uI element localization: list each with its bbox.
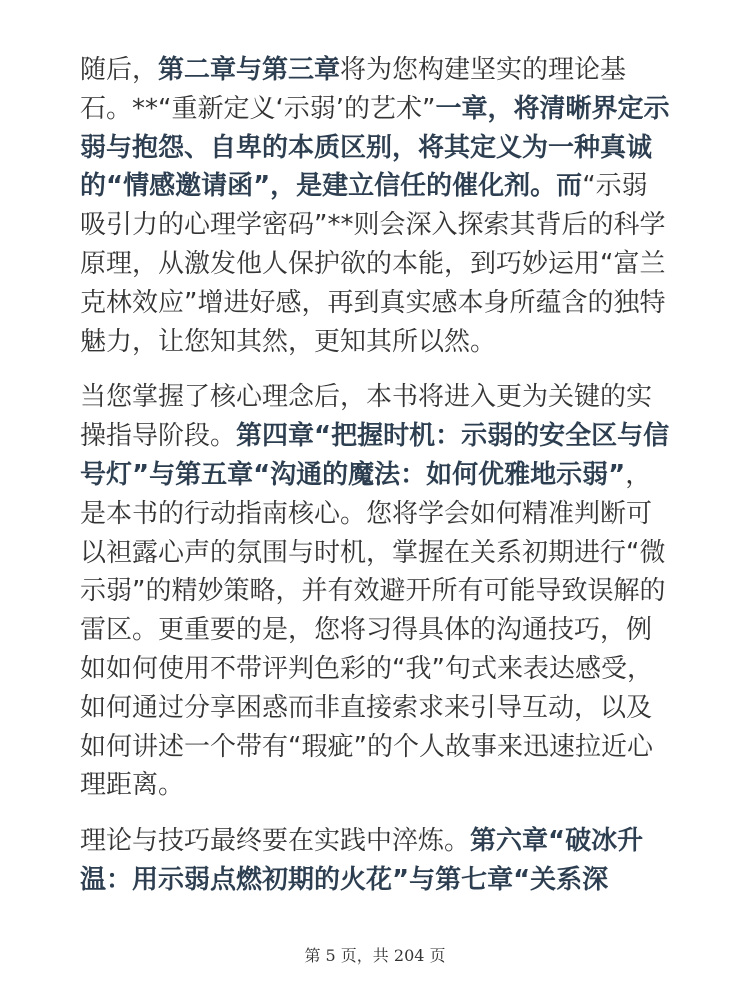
paragraph-1 (80, 51, 672, 361)
document-body (80, 51, 672, 917)
text-run: 随后， (80, 55, 159, 85)
text-run: 将为您构建坚实的理论基石。**“重新定义‘示弱’的艺术” (80, 55, 627, 124)
paragraph-2 (80, 378, 672, 805)
text-run: “示弱吸引力的心理学密码”**则会深入探索其背后的科学原理，从激发他人保护欲的本能，到巧妙运用“富兰克林效应”增进好感，再到真实感本身所蕴含的独特魅力，让您知其然，更知其所以然。 (80, 171, 666, 357)
text-run: 理论与技巧最终要在实践中淬炼。 (80, 826, 471, 857)
text-run: 当您掌握了核心理念后，本书将进入更为关键的实操指导阶段。 (80, 382, 653, 452)
bold-run: 第二章与第三章 (158, 55, 341, 85)
paragraph-3 (80, 822, 672, 900)
text-run: ，是本书的行动指南核心。您将学会如何精准判断可以袒露心声的氛围与时机，掌握在关系初期进行“微示弱”的精妙策略，并有效避开所有可能导致误解的雷区。更重要的是，您将习得具体的沟通技巧，例如如何使用不带评判色彩的“我”句式来表达感受，如何通过分享困惑而非直接索求来引导互动，以及如何讲述一个带有“瑕疵”的个人故事来迅速拉近心理距离。 (80, 459, 666, 801)
page-number-footer: 第 5 页，共 204 页 (304, 946, 446, 965)
bold-run: 一章，将清晰界定示弱与抱怨、自卑的本质区别，将其定义为一种真诚的“情感邀请函”，是建立信任的催化剂。而 (80, 93, 670, 202)
bold-run: 第四章“把握时机：示弱的安全区与信号灯”与第五章“沟通的魔法：如何优雅地示弱” (80, 421, 670, 490)
bold-run: 第六章“破冰升温：用示弱点燃初期的火花”与第七章“关系深 (80, 826, 644, 895)
